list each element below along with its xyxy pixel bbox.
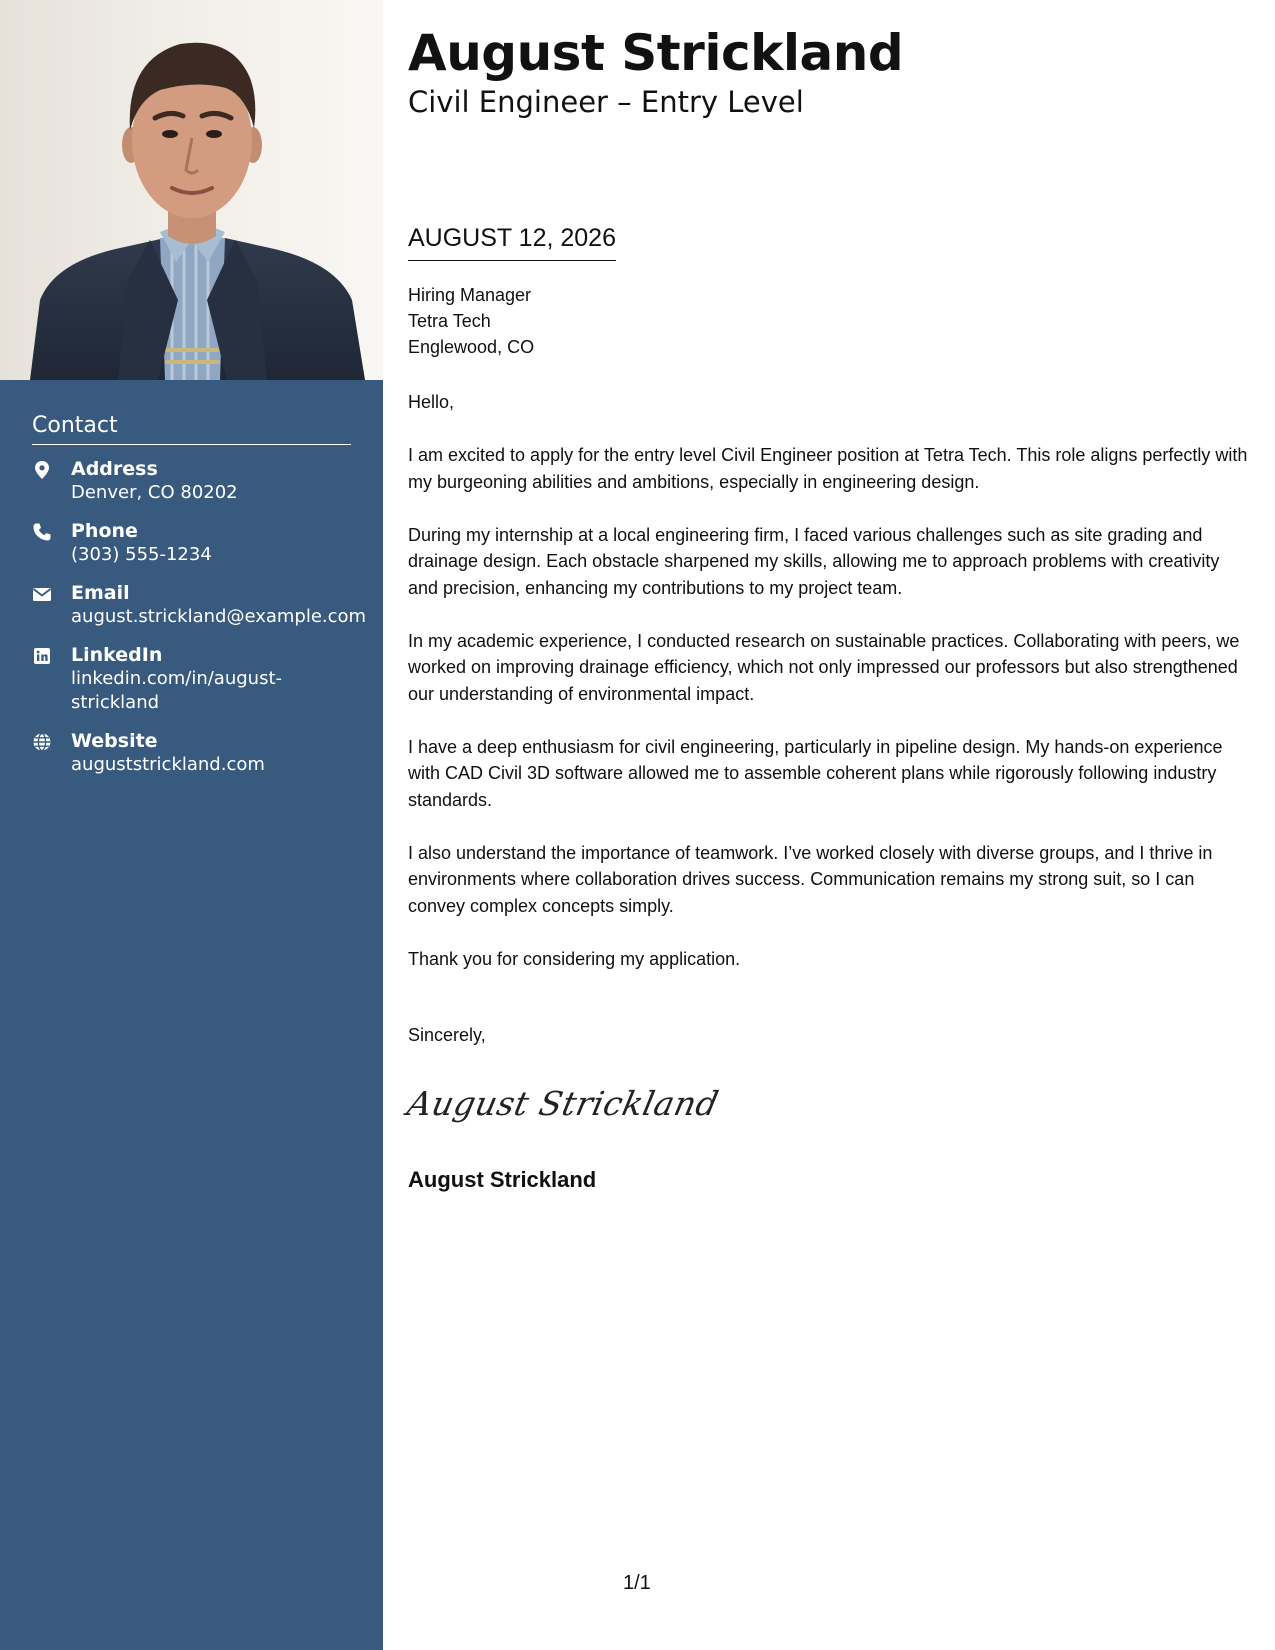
envelope-icon [32,584,52,604]
profile-photo [0,0,383,380]
email-label: Email [71,582,130,604]
paragraph-3: In my academic experience, I conducted research on sustainable practices. Collaborating with peers, we worked on improving drainage efficiency, which not only impressed our professors but also strengthened our understanding of environmental impact. [408,630,1240,704]
website-value[interactable]: auguststrickland.com [71,754,265,775]
linkedin-value[interactable]: linkedin.com/in/august-strickland [71,668,283,713]
recipient-location: Englewood, CO [408,337,535,357]
paragraph-5: I also understand the importance of teamwork. I’ve worked closely with diverse groups, and I thrive in environments where collaboration drives success. Communication remains my strong suit, so I can convey complex concepts simply. [408,842,1213,916]
contact-section [32,412,367,791]
signature-image [403,1080,723,1128]
recipient-company: Tetra Tech [408,311,491,331]
contact-item-linkedin [32,643,351,715]
paragraph-6: Thank you for considering my application. [408,948,741,969]
linkedin-label: LinkedIn [71,644,163,666]
closing: Sincerely, [408,1025,486,1045]
letter-content [408,389,1253,999]
linkedin-icon [32,646,52,666]
contact-item-email [32,581,367,629]
signer-name: August Strickland [408,1167,597,1192]
paragraph-2: During my internship at a local engineering firm, I faced various challenges such as site grading and drainage design. Each obstacle sharpened my skills, allowing me to approach problems with creativity and precision, enhancing my contributions to my project team. [408,524,1220,598]
recipient-name: Hiring Manager [408,285,532,305]
paragraph-4: I have a deep enthusiasm for civil engineering, particularly in pipeline design. My hands-on experience with CAD Civil 3D software allowed me to assemble coherent plans while rigorously following industry standards. [408,736,1223,810]
phone-icon [32,522,52,542]
letter-date: AUGUST 12, 2026 [408,222,616,261]
globe-icon [32,732,52,752]
address-value: Denver, CO 80202 [71,482,238,503]
contact-heading: Contact [32,412,351,445]
signature-text: August Strickland [403,1084,723,1123]
email-value[interactable]: august.strickland@example.com [71,606,367,627]
recipient-block [408,282,534,360]
website-label: Website [71,730,158,752]
address-label: Address [71,458,158,480]
contact-item-website [32,729,351,777]
contact-list [32,457,367,777]
paragraph-1: I am excited to apply for the entry level Civil Engineer position at Tetra Tech. This role aligns perfectly with my burgeoning abilities and ambitions, especially in engineering design. [408,445,1248,492]
contact-item-address [32,457,351,505]
phone-label: Phone [71,520,138,542]
sidebar [0,0,383,1650]
job-title: Civil Engineer – Entry Level [408,85,804,119]
applicant-name: August Strickland [408,24,904,82]
contact-item-phone [32,519,351,567]
greeting: Hello, [408,392,455,412]
map-pin-icon [32,460,52,480]
page-number: 1/1 [623,1572,651,1594]
phone-value[interactable]: (303) 555-1234 [71,544,212,565]
